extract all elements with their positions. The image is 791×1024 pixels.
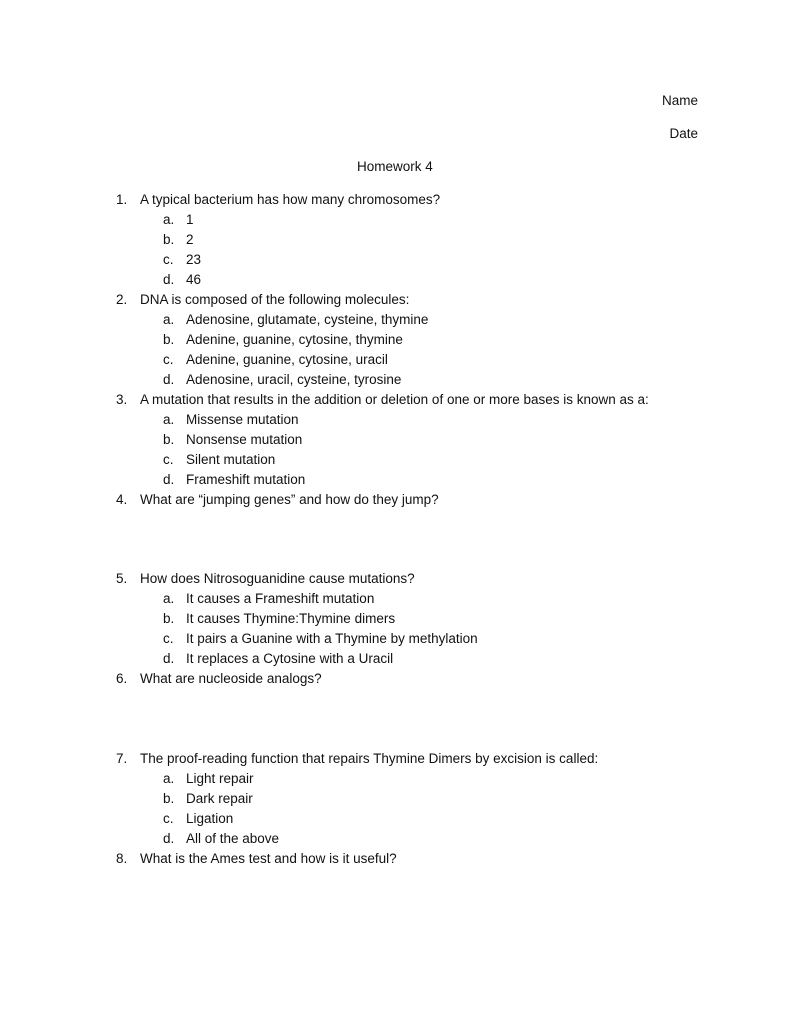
- option-letter: b.: [163, 232, 175, 247]
- option-text: Dark repair: [186, 791, 253, 806]
- question-2: [0, 290, 791, 310]
- option-text: Ligation: [186, 811, 234, 826]
- question-text: DNA is composed of the following molecules:: [140, 292, 410, 307]
- answer-option: [0, 609, 791, 629]
- question-number: 1.: [116, 192, 128, 207]
- answer-option: [0, 430, 791, 450]
- option-text: 46: [186, 272, 202, 287]
- option-letter: a.: [163, 412, 175, 427]
- option-letter: c.: [163, 452, 174, 467]
- question-8: [0, 849, 791, 869]
- option-text: 2: [186, 232, 194, 247]
- question-text: The proof-reading function that repairs Thymine Dimers by excision is called:: [140, 751, 599, 766]
- option-letter: c.: [163, 811, 174, 826]
- option-text: Adenine, guanine, cytosine, uracil: [186, 352, 388, 367]
- answer-option: [0, 829, 791, 849]
- date-label: Date: [669, 126, 698, 141]
- option-letter: b.: [163, 332, 175, 347]
- option-letter: a.: [163, 212, 175, 227]
- option-text: All of the above: [186, 831, 280, 846]
- question-4: [0, 490, 791, 510]
- option-letter: d.: [163, 831, 175, 846]
- option-letter: c.: [163, 352, 174, 367]
- option-text: Missense mutation: [186, 412, 299, 427]
- question-text: What is the Ames test and how is it useful?: [140, 851, 397, 866]
- option-text: 23: [186, 252, 202, 267]
- answer-option: [0, 210, 791, 230]
- option-text: Frameshift mutation: [186, 472, 306, 487]
- answer-option: [0, 649, 791, 669]
- question-number: 3.: [116, 392, 128, 407]
- answer-option: [0, 330, 791, 350]
- option-letter: b.: [163, 611, 175, 626]
- question-text: A typical bacterium has how many chromosomes?: [140, 192, 441, 207]
- option-letter: c.: [163, 631, 174, 646]
- option-letter: a.: [163, 591, 175, 606]
- answer-option: [0, 589, 791, 609]
- answer-option: [0, 450, 791, 470]
- question-number: 2.: [116, 292, 128, 307]
- question-text: How does Nitrosoguanidine cause mutations?: [140, 571, 415, 586]
- option-letter: b.: [163, 791, 175, 806]
- option-text: It replaces a Cytosine with a Uracil: [186, 651, 394, 666]
- answer-option: [0, 270, 791, 290]
- option-text: Adenine, guanine, cytosine, thymine: [186, 332, 403, 347]
- answer-option: [0, 470, 791, 490]
- option-text: It causes Thymine:Thymine dimers: [186, 611, 396, 626]
- question-text: A mutation that results in the addition or deletion of one or more bases is known as a:: [140, 392, 649, 407]
- question-number: 8.: [116, 851, 128, 866]
- option-letter: c.: [163, 252, 174, 267]
- answer-option: [0, 769, 791, 789]
- question-5: [0, 569, 791, 589]
- option-letter: d.: [163, 472, 175, 487]
- question-number: 5.: [116, 571, 128, 586]
- option-text: Nonsense mutation: [186, 432, 303, 447]
- question-7: [0, 749, 791, 769]
- answer-option: [0, 410, 791, 430]
- option-text: Adenosine, glutamate, cysteine, thymine: [186, 312, 429, 327]
- answer-option: [0, 250, 791, 270]
- option-text: Silent mutation: [186, 452, 276, 467]
- option-letter: a.: [163, 771, 175, 786]
- question-text: What are nucleoside analogs?: [140, 671, 322, 686]
- option-letter: d.: [163, 372, 175, 387]
- question-3: [0, 390, 791, 410]
- answer-option: [0, 789, 791, 809]
- option-text: It pairs a Guanine with a Thymine by methylation: [186, 631, 478, 646]
- answer-option: [0, 809, 791, 829]
- question-number: 6.: [116, 671, 128, 686]
- option-text: Light repair: [186, 771, 254, 786]
- question-number: 7.: [116, 751, 128, 766]
- question-number: 4.: [116, 492, 128, 507]
- page-title: Homework 4: [357, 159, 433, 174]
- answer-option: [0, 350, 791, 370]
- answer-option: [0, 370, 791, 390]
- option-letter: d.: [163, 651, 175, 666]
- option-text: 1: [186, 212, 194, 227]
- answer-option: [0, 629, 791, 649]
- answer-option: [0, 230, 791, 250]
- option-letter: a.: [163, 312, 175, 327]
- name-label: Name: [661, 93, 698, 108]
- answer-option: [0, 310, 791, 330]
- question-1: [0, 190, 791, 210]
- option-text: It causes a Frameshift mutation: [186, 591, 375, 606]
- option-letter: b.: [163, 432, 175, 447]
- option-letter: d.: [163, 272, 175, 287]
- question-text: What are “jumping genes” and how do they jump?: [140, 492, 439, 507]
- question-6: [0, 669, 791, 689]
- option-text: Adenosine, uracil, cysteine, tyrosine: [186, 372, 402, 387]
